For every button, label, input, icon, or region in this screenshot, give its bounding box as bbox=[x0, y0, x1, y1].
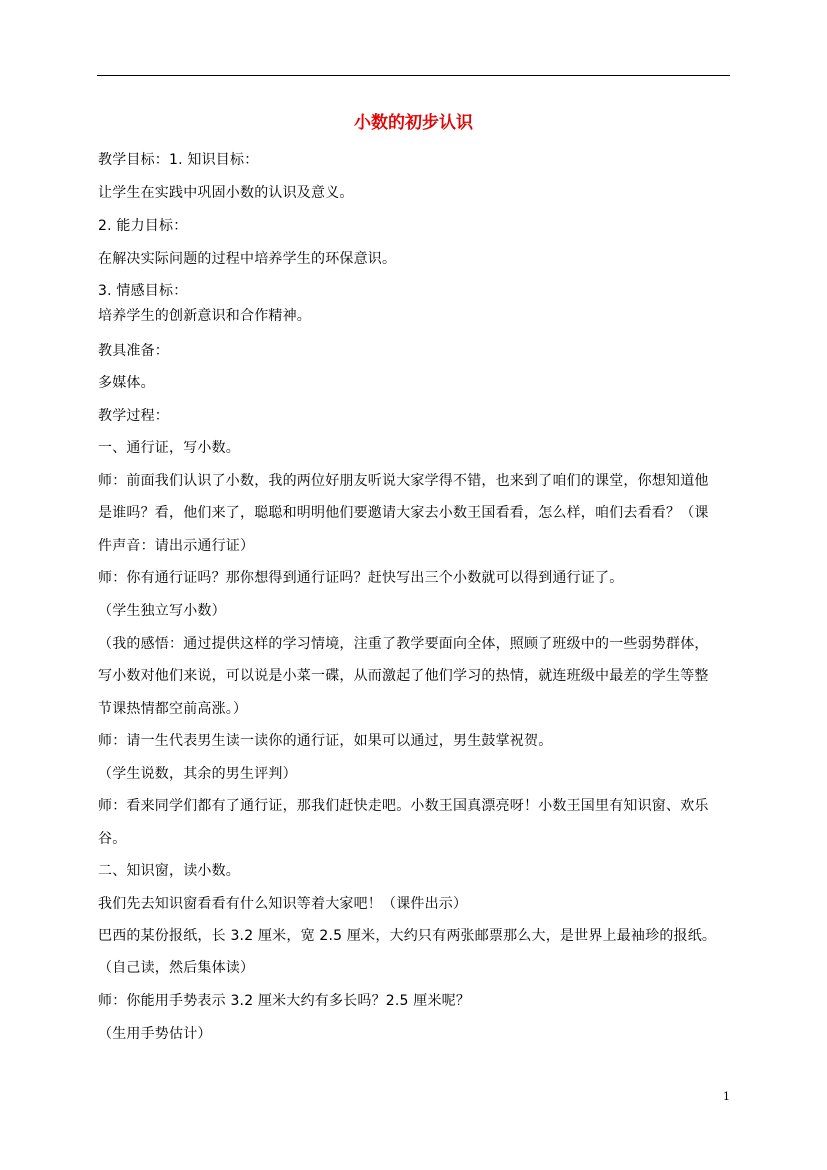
text-line: 我们先去知识窗看看有什么知识等着大家吧！（课件出示） bbox=[98, 896, 468, 912]
text-line: 教具准备： bbox=[98, 343, 169, 359]
text-line: （学生独立写小数） bbox=[98, 603, 226, 619]
text-line: 2. 能力目标： bbox=[98, 218, 188, 234]
text-line: 谷。 bbox=[98, 831, 127, 847]
text-line: 写小数对他们来说，可以说是小菜一碟，从而激起了他们学习的热情，就连班级中最差的学生等整 bbox=[98, 668, 709, 684]
text-line: 二、知识窗，读小数。 bbox=[98, 863, 240, 879]
text-line: 是谁吗？看，他们来了，聪聪和明明他们要邀请大家去小数王国看看，怎么样，咱们去看看？（课 bbox=[98, 505, 709, 521]
text-line: 巴西的某份报纸，长 3.2 厘米，宽 2.5 厘米，大约只有两张邮票那么大，是世界上最袖珍的报纸。 bbox=[98, 928, 717, 944]
text-line: （我的感悟：通过提供这样的学习情境，注重了教学要面向全体，照顾了班级中的一些弱势群体， bbox=[98, 636, 709, 652]
document-title: 小数的初步认识 bbox=[354, 113, 473, 133]
text-line: （生用手势估计） bbox=[98, 1026, 212, 1042]
text-line: 师：前面我们认识了小数，我的两位好朋友听说大家学得不错，也来到了咱们的课堂，你想知道他 bbox=[98, 473, 709, 489]
page-number: 1 bbox=[723, 1090, 730, 1103]
header-rule bbox=[97, 75, 730, 76]
text-line: 师：请一生代表男生读一读你的通行证，如果可以通过，男生鼓掌祝贺。 bbox=[98, 733, 553, 749]
text-line: （自己读，然后集体读） bbox=[98, 960, 255, 976]
text-line: 师：你有通行证吗？那你想得到通行证吗？赶快写出三个小数就可以得到通行证了。 bbox=[98, 570, 624, 586]
text-line: 师：你能用手势表示 3.2 厘米大约有多长吗？2.5 厘米呢？ bbox=[98, 993, 471, 1009]
text-line: 教学目标：1. 知识目标： bbox=[98, 152, 259, 168]
text-line: 多媒体。 bbox=[98, 375, 155, 391]
text-line: （学生说数，其余的男生评判） bbox=[98, 766, 297, 782]
text-line: 在解决实际问题的过程中培养学生的环保意识。 bbox=[98, 251, 397, 267]
text-line: 师：看来同学们都有了通行证，那我们赶快走吧。小数王国真漂亮呀！小数王国里有知识窗、欢乐 bbox=[98, 798, 709, 814]
text-line: 3. 情感目标： bbox=[98, 283, 188, 299]
text-line: 件声音：请出示通行证） bbox=[98, 538, 255, 554]
text-line: 节课热情都空前高涨。） bbox=[98, 701, 248, 717]
text-line: 培养学生的创新意识和合作精神。 bbox=[98, 308, 311, 324]
text-line: 一、通行证，写小数。 bbox=[98, 440, 240, 456]
text-line: 让学生在实践中巩固小数的认识及意义。 bbox=[98, 185, 354, 201]
text-line: 教学过程： bbox=[98, 408, 169, 424]
